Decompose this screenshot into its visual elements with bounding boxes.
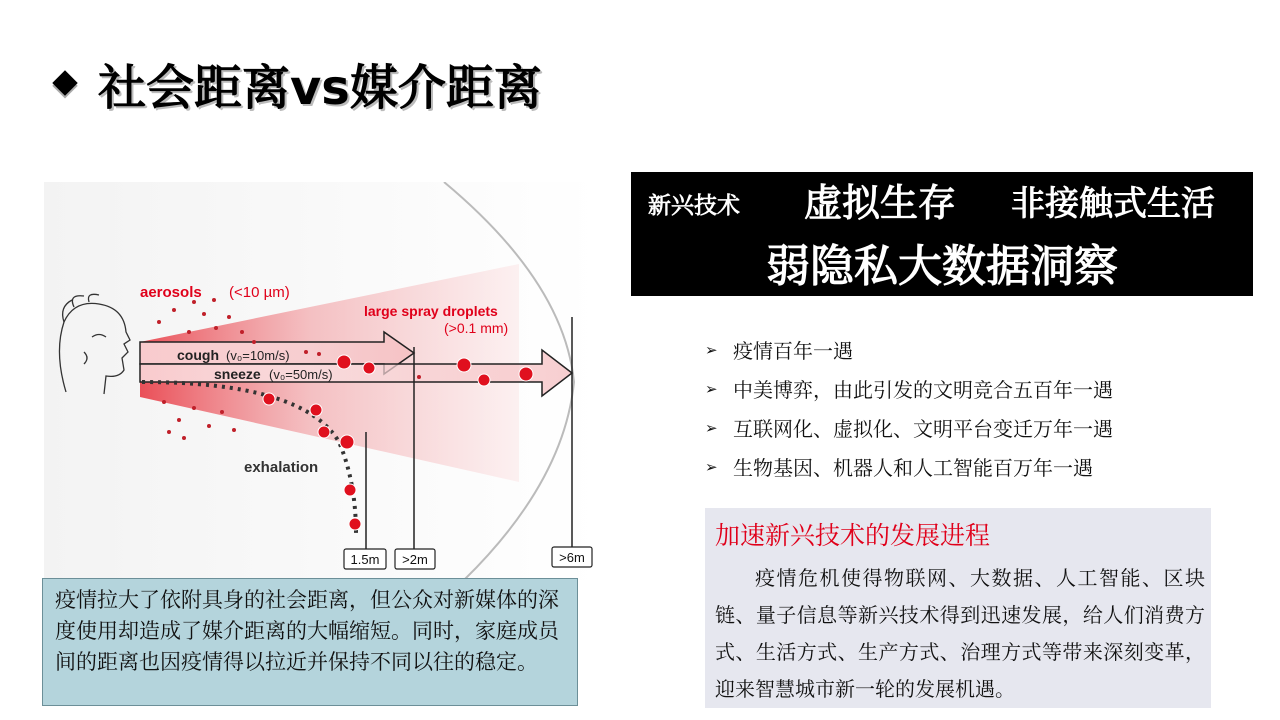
list-item-text: 中美博弈，由此引发的文明竞合五百年一遇 xyxy=(733,378,1113,402)
panel-heading: 加速新兴技术的发展进程 xyxy=(715,521,991,550)
banner-heading-2: 非接触式生活 xyxy=(1011,184,1215,224)
large-spray-range: (>0.1 mm) xyxy=(444,320,509,336)
arrow-bullet-icon: ➢ xyxy=(705,340,718,359)
list-item xyxy=(705,330,1225,369)
list-item-text: 互联网化、虚拟化、文明平台变迁万年一遇 xyxy=(733,417,1113,441)
distance-label-3: >6m xyxy=(559,550,585,565)
info-panel xyxy=(705,508,1211,708)
sneeze-speed: (v₀=50m/s) xyxy=(269,367,333,382)
title-row xyxy=(50,48,542,118)
list-item xyxy=(705,408,1225,447)
cough-label: cough xyxy=(177,347,219,363)
page-title: 社会距离vs媒介距离 xyxy=(98,59,542,116)
list-item xyxy=(705,369,1225,408)
aerosols-label: aerosols xyxy=(140,284,202,301)
panel-body: 疫情危机使得物联网、大数据、人工智能、区块链、量子信息等新兴技术得到迅速发展，给人们消费方式、生活方式、生产方式、治理方式等带来深刻变革，迎来智慧城市新一轮的发展机遇。 xyxy=(715,566,1205,701)
arrow-bullet-icon: ➢ xyxy=(705,457,718,476)
bullet-list xyxy=(705,330,1225,486)
droplet-distance-figure xyxy=(44,182,600,580)
banner-small-label: 新兴技术 xyxy=(648,193,740,219)
caption-box: 疫情拉大了依附具身的社会距离，但公众对新媒体的深度使用却造成了媒介距离的大幅缩短。同时，家庭成员间的距离也因疫情得以拉近并保持不同以往的稳定。 xyxy=(42,578,578,706)
cough-speed: (v₀=10m/s) xyxy=(226,348,290,363)
aerosols-range: (<10 µm) xyxy=(229,284,290,301)
sneeze-label: sneeze xyxy=(214,366,261,382)
banner-heading-1: 虚拟生存 xyxy=(804,181,957,225)
list-item-text: 生物基因、机器人和人工智能百万年一遇 xyxy=(733,456,1093,480)
arrow-bullet-icon: ➢ xyxy=(705,418,718,437)
banner-heading-3: 弱隐私大数据洞察 xyxy=(766,241,1118,292)
arrow-bullet-icon: ➢ xyxy=(705,379,718,398)
distance-label-2: >2m xyxy=(402,552,428,567)
list-item xyxy=(705,447,1225,486)
list-item-text: 疫情百年一遇 xyxy=(733,339,853,363)
distance-label-1: 1.5m xyxy=(350,552,380,567)
banner xyxy=(631,172,1253,296)
exhalation-label: exhalation xyxy=(244,459,319,476)
large-spray-label: large spray droplets xyxy=(364,303,498,319)
diamond-bullet-icon xyxy=(52,70,77,95)
